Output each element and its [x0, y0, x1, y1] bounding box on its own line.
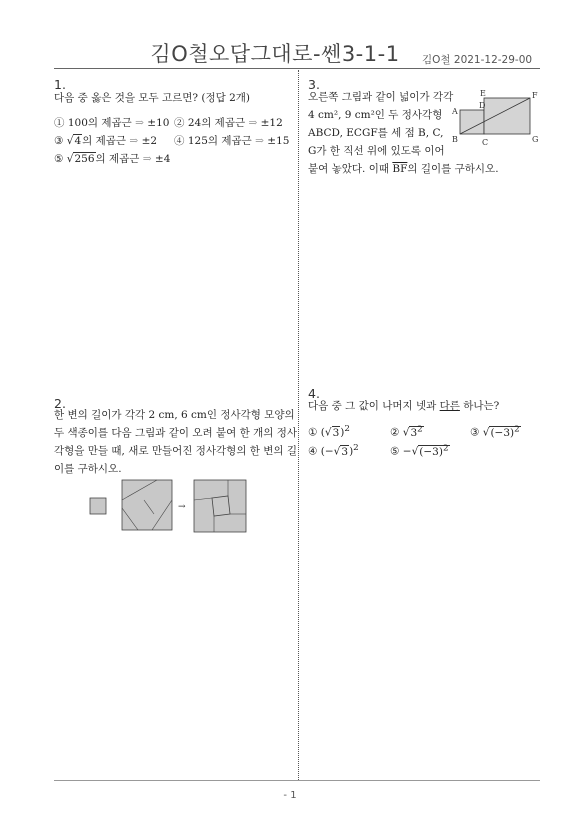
question-3-line-1: 오른쪽 그림과 같이 넓이가 각각: [308, 91, 454, 103]
label-b: B: [452, 135, 458, 144]
question-3-line-3: ABCD, ECGF를 세 점 B, C,: [308, 127, 444, 139]
question-4-option-4[interactable]: ④ $(-√3)^2$: [308, 443, 359, 458]
header-rule: [54, 68, 540, 69]
question-3-line-2: 4 cm², 9 cm²인 두 정사각형: [308, 109, 443, 121]
question-4-option-3[interactable]: ③ $√(-3)^2$: [470, 424, 520, 439]
document-meta: 김O철 2021-12-29-00: [422, 54, 533, 66]
question-2-figure: [86, 478, 256, 534]
label-d: D: [479, 101, 486, 110]
large-square: [122, 480, 172, 530]
question-1-prompt: 다음 중 옳은 것을 모두 고르면? (정답 2개): [54, 92, 251, 104]
question-3-figure: [448, 88, 544, 150]
page-number: - 1: [283, 790, 297, 801]
label-f: F: [532, 91, 538, 100]
arrow-icon: ⇒: [142, 153, 152, 165]
square-ecgf: [484, 98, 530, 134]
label-a: A: [452, 107, 458, 116]
question-4-prompt: 다음 중 그 값이 나머지 넷과 다른 하나는?: [308, 400, 500, 412]
arrow-icon: ⇒: [129, 135, 139, 147]
square-abcd: [460, 110, 484, 134]
question-1-option-5[interactable]: ⑤ √256의 제곱근 ⇒ ±4: [54, 153, 171, 165]
label-e: E: [480, 89, 486, 98]
question-2-line-3: 각형을 만들 때, 새로 만들어진 정사각형의 한 변의 길: [54, 445, 298, 457]
question-2-line-4: 이를 구하시오.: [54, 463, 122, 475]
question-4-option-2[interactable]: ② $√3^2$: [390, 424, 423, 439]
segment-bf: $\overline{BF}$: [392, 163, 408, 175]
question-4-option-5[interactable]: ⑤ $-√(-3)^2$: [390, 443, 449, 458]
footer-rule: [54, 780, 540, 781]
arrow-icon: ⇒: [135, 117, 144, 129]
label-g: G: [532, 135, 539, 144]
question-2-number: 2.: [54, 396, 66, 411]
column-divider: [298, 70, 299, 780]
arrow-right-icon: →: [178, 502, 186, 512]
question-1-option-4[interactable]: ④ 125의 제곱근 ⇒ ±15: [174, 135, 290, 147]
question-4-option-1[interactable]: ① $(√3)^2$: [308, 424, 350, 439]
question-3-number: 3.: [308, 77, 320, 92]
question-1-number: 1.: [54, 77, 66, 92]
arrow-icon: ⇒: [255, 135, 264, 147]
inner-square: [212, 496, 230, 516]
question-1-option-2[interactable]: ② 24의 제곱근 ⇒ ±12: [174, 117, 283, 129]
arrow-icon: ⇒: [248, 117, 258, 129]
question-1-option-3[interactable]: ③ √4의 제곱근 ⇒ ±2: [54, 135, 158, 147]
document-title: 김O철오답그대로-쎈3-1-1: [150, 42, 400, 66]
question-2-line-2: 두 색종이를 다음 그림과 같이 오려 붙여 한 개의 정사: [54, 427, 298, 439]
small-square: [90, 498, 106, 514]
question-3-line-5: 붙여 놓았다. 이때 $\overline{BF}$의 길이를 구하시오.: [308, 163, 499, 175]
label-c: C: [482, 138, 489, 147]
question-1-option-1[interactable]: ① 100의 제곱근 ⇒ ±10: [54, 117, 170, 129]
question-2-line-1: 한 변의 길이가 각각 2 cm, 6 cm인 정사각형 모양의: [54, 409, 295, 421]
question-4-number: 4.: [308, 386, 320, 401]
question-3-line-4: G가 한 직선 위에 있도록 이어: [308, 145, 445, 157]
